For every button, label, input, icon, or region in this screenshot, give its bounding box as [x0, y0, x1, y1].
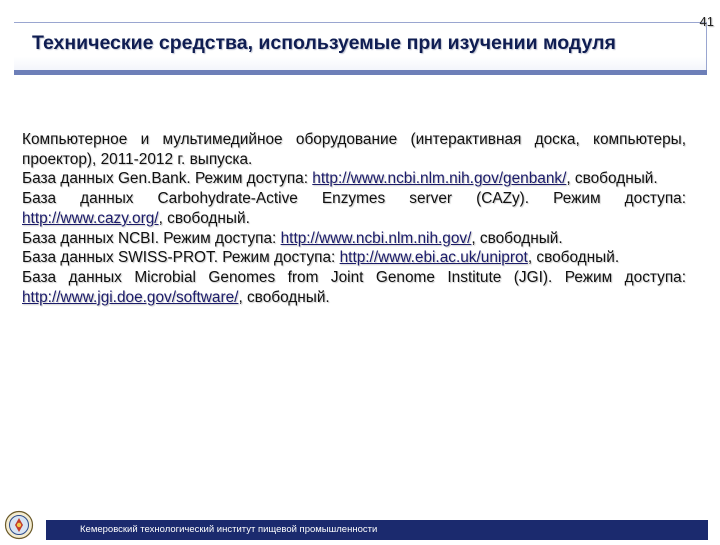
content-item-genbank: База данных Gen.Bank. Режим доступа: http://www.ncbi.nlm.nih.gov/genbank/, свободный.	[22, 170, 658, 188]
page-number: 41	[699, 14, 714, 29]
genbank-link[interactable]: http://www.ncbi.nlm.nih.gov/genbank/	[312, 170, 567, 188]
content-item-swissprot: База данных SWISS-PROT. Режим доступа: http://www.ebi.ac.uk/uniprot, свободный.	[22, 249, 620, 267]
content-item-hardware: Компьютерное и мультимедийное оборудование (интерактивная доска, компьютеры, проектор), 2011-2012 г. выпуска.	[22, 131, 686, 168]
footer-institution: Кемеровский технологический институт пищевой промышленности	[80, 524, 378, 535]
content-item-ncbi: База данных NCBI. Режим доступа: http://www.ncbi.nlm.nih.gov/, свободный.	[22, 229, 563, 247]
slide-title: Технические средства, используемые при изучении модуля	[32, 32, 616, 54]
uniprot-link[interactable]: http://www.ebi.ac.uk/uniprot	[339, 249, 528, 267]
content-item-cazy: База данных Carbohydrate-Active Enzymes server (CAZy). Режим доступа: http://www.cazy.org/, свободный.	[22, 190, 686, 227]
content-body	[22, 130, 686, 307]
ncbi-link[interactable]: http://www.ncbi.nlm.nih.gov/	[280, 229, 472, 247]
jgi-link[interactable]: http://www.jgi.doe.gov/software/	[22, 288, 239, 306]
header-underline	[14, 70, 707, 75]
institute-emblem-icon	[4, 510, 34, 540]
content-item-jgi: База данных Microbial Genomes from Joint Genome Institute (JGI). Режим доступа: http://www.jgi.doe.gov/software/, свободный.	[22, 268, 686, 306]
cazy-link[interactable]: http://www.cazy.org/	[22, 209, 159, 227]
